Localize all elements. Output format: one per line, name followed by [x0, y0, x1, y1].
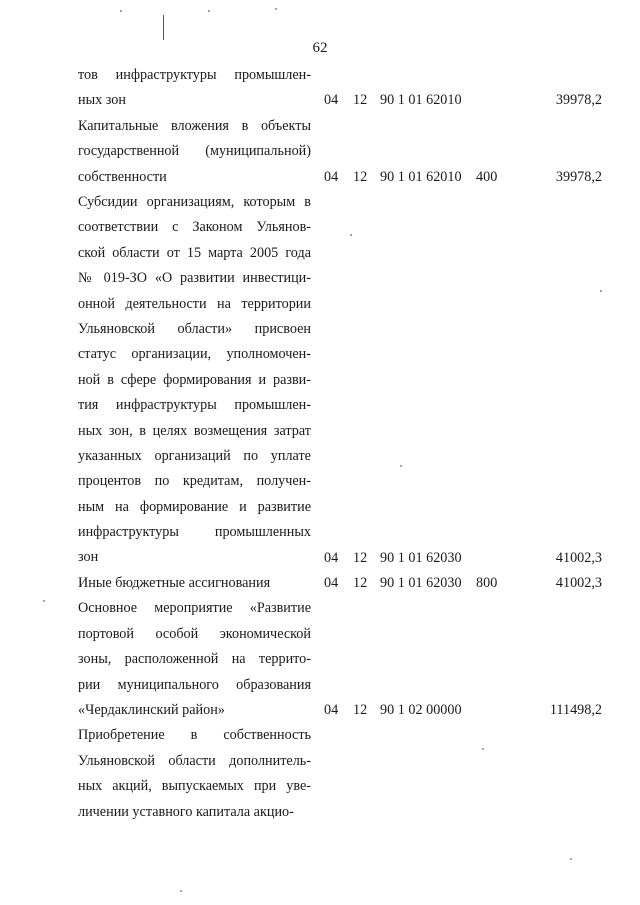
description-line: Капитальные вложения в объекты: [78, 117, 311, 134]
row-description: [78, 571, 311, 596]
scan-speck: [208, 10, 210, 12]
description-line: государственной (муниципальной): [78, 143, 311, 160]
amount-value: 41002,3: [555, 549, 602, 566]
amount-value: 39978,2: [555, 168, 602, 185]
section-code: 04: [324, 575, 339, 591]
row-description: [78, 723, 311, 825]
target-article-code: 90 1 01 62030: [380, 549, 462, 566]
page-number: 62: [312, 40, 328, 56]
description-line: зон: [78, 549, 99, 566]
description-line: процентов по кредитам, получен-: [78, 473, 311, 490]
target-article-code: 90 1 02 00000: [380, 701, 462, 718]
amount-value: 41002,3: [555, 575, 602, 591]
scan-speck: [600, 290, 602, 292]
description-line: онной деятельности на территории: [78, 295, 311, 312]
scan-speck: [400, 465, 402, 467]
subsection-code: 12: [353, 168, 368, 185]
description-line: соответствии с Законом Ульянов-: [78, 219, 311, 236]
expense-type-code: 800: [476, 575, 498, 591]
section-code: 04: [324, 168, 339, 185]
description-line: рии муниципального образования: [78, 676, 311, 693]
row-description: [78, 596, 311, 723]
scan-speck: [43, 600, 45, 602]
description-line: личении уставного капитала акцио-: [78, 803, 294, 820]
description-line: зоны, расположенной на террито-: [78, 651, 311, 668]
description-line: портовой особой экономической: [78, 625, 311, 642]
scan-speck: [482, 748, 484, 750]
description-line: № 019-ЗО «О развитии инвестици-: [78, 270, 311, 287]
row-description: [78, 63, 311, 114]
row-description: [78, 190, 311, 571]
scan-mark-line: [163, 15, 164, 40]
target-article-code: 90 1 01 62010: [380, 92, 462, 109]
target-article-code: 90 1 01 62030: [380, 575, 462, 591]
description-line: Основное мероприятие «Развитие: [78, 600, 311, 617]
description-line: ных акций, выпускаемых при уве-: [78, 778, 311, 795]
description-line: Приобретение в собственность: [78, 727, 311, 744]
section-code: 04: [324, 701, 339, 718]
description-line: Ульяновской области дополнитель-: [78, 752, 311, 769]
scan-speck: [180, 890, 182, 892]
expense-type-code: 400: [476, 168, 498, 185]
description-line: «Чердаклинский район»: [78, 701, 225, 718]
description-line: ной в сфере формирования и разви-: [78, 371, 311, 388]
description-line: инфраструктуры промышленных: [78, 524, 311, 541]
row-description: [78, 114, 311, 190]
description-line: Иные бюджетные ассигнования: [78, 575, 271, 591]
scan-speck: [570, 858, 572, 860]
amount-value: 111498,2: [549, 701, 602, 718]
section-code: 04: [324, 92, 339, 109]
description-line: ных зон, в целях возмещения затрат: [78, 422, 311, 439]
description-line: статус организации, уполномочен-: [78, 346, 311, 363]
description-line: указанных организаций по уплате: [78, 447, 311, 464]
description-line: ным на формирование и развитие: [78, 498, 311, 515]
scan-speck: [275, 8, 277, 10]
subsection-code: 12: [353, 549, 368, 566]
amount-value: 39978,2: [555, 92, 602, 109]
scan-speck: [350, 234, 352, 236]
subsection-code: 12: [353, 701, 368, 718]
subsection-code: 12: [353, 92, 368, 109]
description-line: тия инфраструктуры промышлен-: [78, 397, 311, 414]
description-line: тов инфраструктуры промышлен-: [78, 67, 311, 83]
section-code: 04: [324, 549, 339, 566]
description-line: Субсидии организациям, которым в: [78, 194, 311, 210]
subsection-code: 12: [353, 575, 368, 591]
scan-speck: [120, 10, 122, 12]
description-line: ской области от 15 марта 2005 года: [78, 244, 311, 261]
description-line: ных зон: [78, 92, 126, 109]
description-line: собственности: [78, 168, 167, 185]
target-article-code: 90 1 01 62010: [380, 168, 462, 185]
description-line: Ульяновской области» присвоен: [78, 320, 311, 337]
